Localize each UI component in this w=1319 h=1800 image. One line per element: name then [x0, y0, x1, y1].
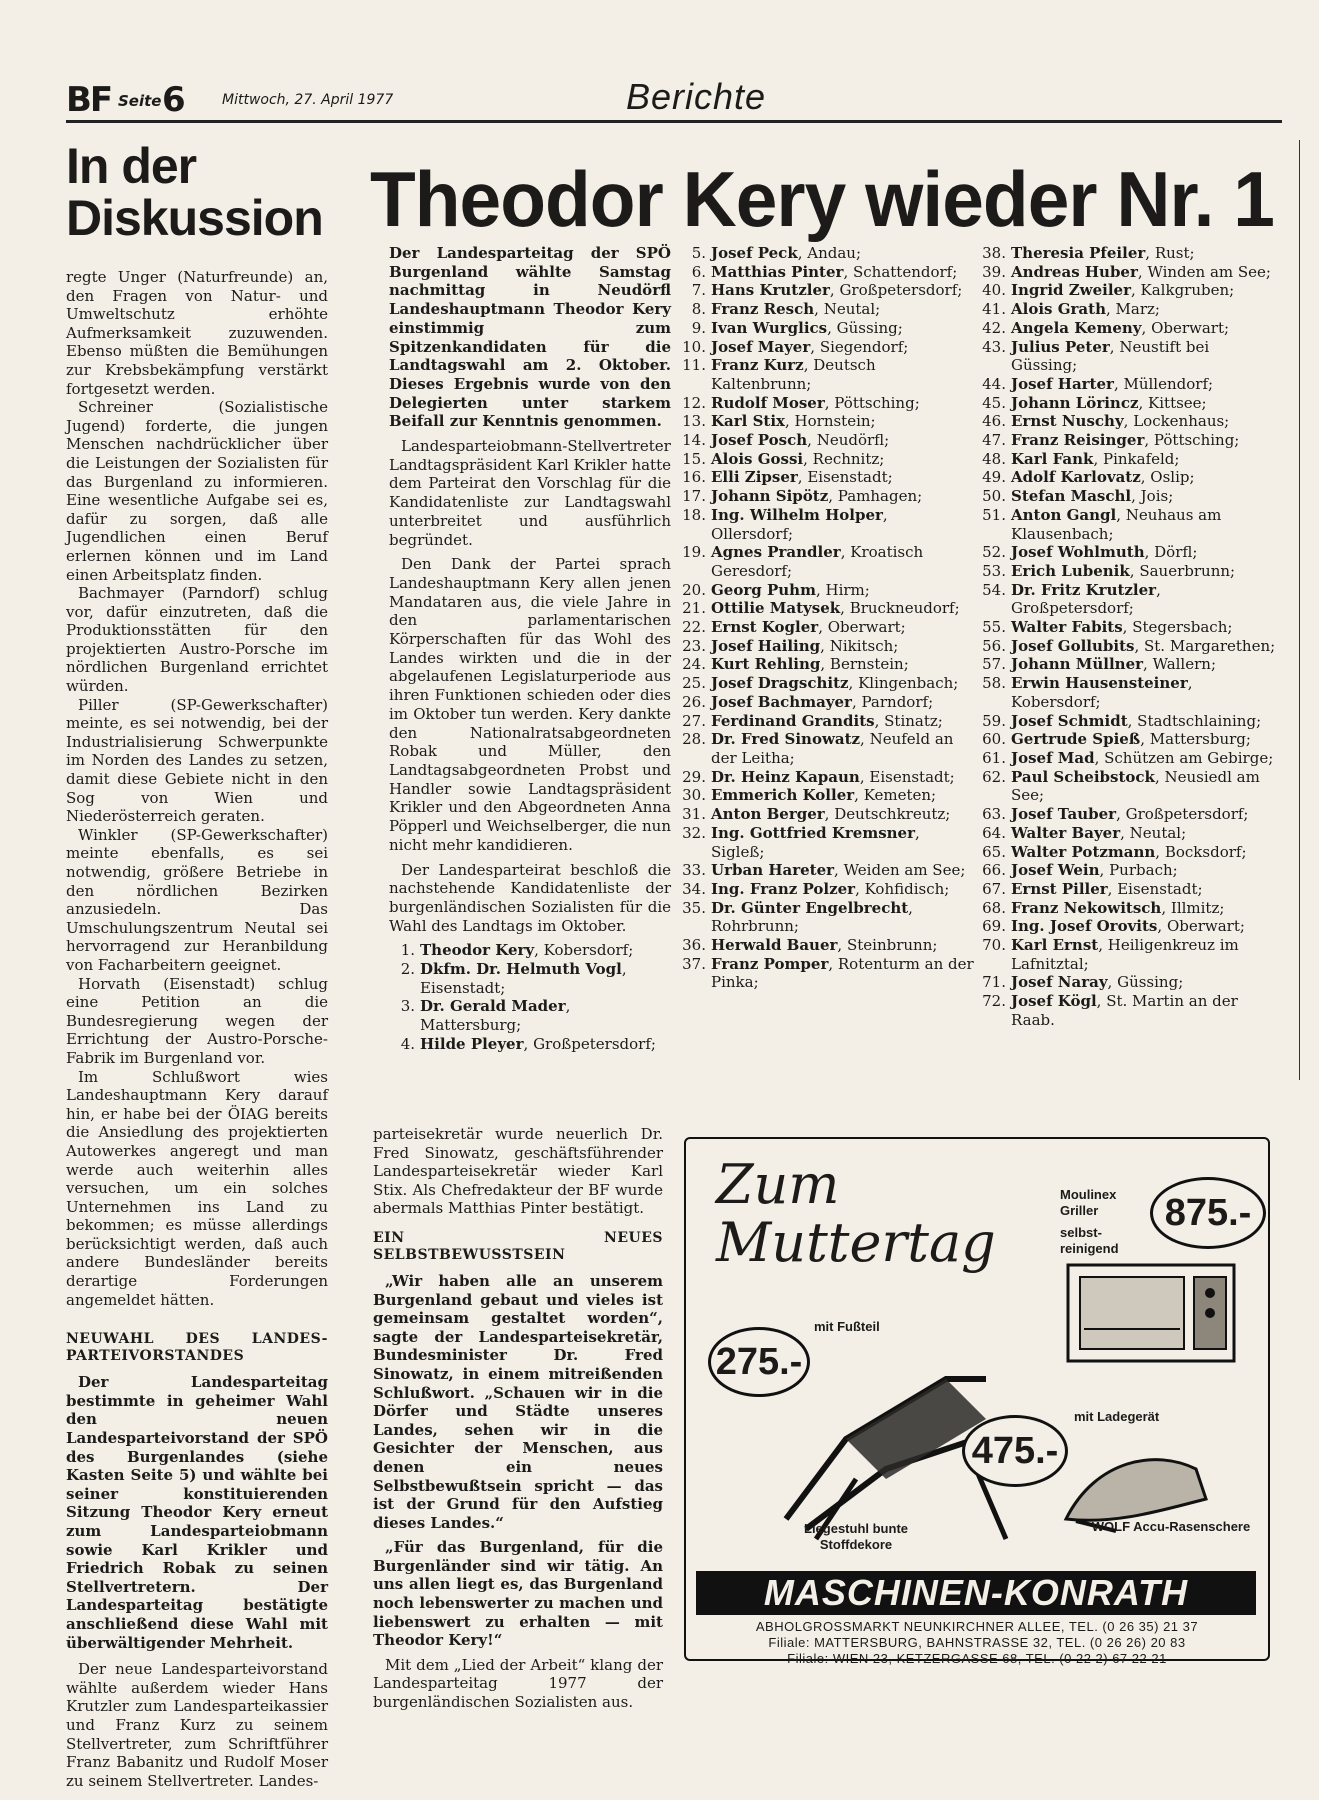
candidate-list-1 — [389, 941, 671, 1053]
candidate-item: 31. Anton Berger, Deutschkreutz; — [682, 805, 951, 824]
candidate-item: 15. Alois Gossi, Rechnitz; — [682, 449, 885, 468]
candidate-item: 37. Franz Pomper, Rotenturm an der Pinka; — [682, 954, 974, 992]
candidate-item: 67. Ernst Piller, Eisenstadt; — [982, 879, 1203, 898]
candidate-item: 20. Georg Puhm, Hirm; — [682, 580, 870, 599]
paragraph: Schreiner (Sozialistische Jugend) forderte, die jungen Menschen nachdrücklicher über die Leistungen der Sozialisten für das Burgenland zu informieren. Eine wesentliche Aufgabe sei es, dafür zu sorgen, daß alle Jugendlichen einen Beruf erlernen können und im Land einen Arbeitsplatz finden. — [66, 398, 328, 584]
ad-address-3: Filiale: WIEN 23, KETZERGASSE 68, TEL. (0 22 2) 67 22 21 — [787, 1651, 1167, 1666]
candidate-item: 34. Ing. Franz Polzer, Kohfidisch; — [682, 879, 950, 898]
candidate-item: 41. Alois Grath, Marz; — [982, 300, 1160, 319]
candidate-item: 72. Josef Kögl, St. Martin an der Raab. — [982, 992, 1238, 1029]
candidate-list-2 — [680, 244, 974, 992]
ad-brand-banner: MASCHINEN-KONRATH — [696, 1571, 1256, 1615]
ad-product-rasenschere: WOLF Accu-Rasenschere — [1091, 1519, 1251, 1534]
price-badge-griller: 875.- — [1150, 1177, 1266, 1249]
candidate-item: 69. Ing. Josef Orovits, Oberwart; — [982, 917, 1245, 936]
page-label: Seite — [118, 92, 162, 110]
candidate-item: 24. Kurt Rehling, Bernstein; — [682, 655, 909, 674]
column-rule — [1299, 140, 1300, 1080]
paragraph: Im Schlußwort wies Landeshauptmann Kery darauf hin, er habe bei der ÖIAG bereits die Ansiedlung des projektierten Autowerkes angeregt und man werde auch weiterhin alles versuchen, um ein solches Unternehmen ins Land zu bekommen; es müsse allerdings berücksichtigt werden, daß auch andere Bundesländer bereits derartige Forderungen angemeldet hätten. — [66, 1067, 328, 1309]
bold-quote: „Für das Burgenland, für die Burgenländer sind wir tätig. An uns allen liegt es, das Burgenland noch lebenswerter zu machen und liebenswert zu erhalten — mit Theodor Kery!“ — [373, 1538, 663, 1650]
page-number: 6 — [162, 80, 186, 120]
candidate-item: 26. Josef Bachmayer, Parndorf; — [682, 692, 934, 711]
candidate-item: 65. Walter Potzmann, Bocksdorf; — [982, 842, 1247, 861]
candidate-item: 43. Julius Peter, Neustift bei Güssing; — [982, 337, 1210, 375]
main-article-intro — [389, 244, 671, 1054]
candidate-item: 59. Josef Schmidt, Stadtschlaining; — [982, 711, 1262, 730]
candidate-item: 44. Josef Harter, Müllendorf; — [982, 374, 1214, 393]
candidate-item: 8. Franz Resch, Neutal; — [691, 300, 881, 319]
candidate-item: 13. Karl Stix, Hornstein; — [682, 412, 876, 431]
masthead-rule — [66, 120, 1282, 123]
candidate-item: 52. Josef Wohlmuth, Dörfl; — [982, 543, 1198, 562]
subhead-neuwahl: NEUWAHL DES LANDES-PARTEIVORSTANDES — [66, 1331, 328, 1365]
subhead-selbstbewusstsein: EIN NEUES SELBSTBEWUSSTSEIN — [373, 1229, 663, 1263]
paragraph: parteisekretär wurde neuerlich Dr. Fred Sinowatz, geschäftsführender Landesparteisekretär wieder Karl Stix. Als Chefredakteur der BF wurde abermals Matthias Pinter bestätigt. — [373, 1125, 663, 1218]
candidate-item: 63. Josef Tauber, Großpetersdorf; — [982, 805, 1249, 824]
candidate-item: 32. Ing. Gottfried Kremsner, Sigleß; — [682, 823, 920, 861]
ad-label-fussteil: mit Fußteil — [814, 1319, 880, 1334]
candidate-item: 35. Dr. Günter Engelbrecht, Rohrbrunn; — [682, 898, 913, 936]
candidate-item: 38. Theresia Pfeiler, Rust; — [982, 244, 1195, 262]
ad-product-liegestuhl: Liegestuhl bunte Stoffdekore — [804, 1521, 908, 1552]
paragraph: Landesparteiobmann-Stellvertreter Landtagspräsident Karl Krikler hatte dem Parteirat den Vorschlag für die Kandidatenliste zur Landtagswahl unterbreitet und ausführlich begründet. — [389, 437, 671, 549]
left-headline: In der Diskussion — [66, 138, 323, 246]
candidate-item: 29. Dr. Heinz Kapaun, Eisenstadt; — [682, 767, 955, 786]
candidate-item: 40. Ingrid Zweiler, Kalkgruben; — [982, 281, 1235, 300]
paragraph: Piller (SP-Gewerkschafter) meinte, es sei notwendig, bei der Industrialisierung Schwerpunkte im Norden des Landes zu setzen, damit diese Gebiete nicht in den Sog von Wien und Niederösterreich geraten. — [66, 695, 328, 826]
candidate-item: 47. Franz Reisinger, Pöttsching; — [982, 431, 1240, 450]
candidate-item: 21. Ottilie Matysek, Bruckneudorf; — [682, 599, 960, 618]
paragraph: Bachmayer (Parndorf) schlug vor, dafür einzutreten, daß die Produktionsstätten für den projektierten Austro-Porsche im nördlichen Burgenland errichtet würden. — [66, 584, 328, 696]
paragraph: Mit dem „Lied der Arbeit“ klang der Landesparteitag 1977 der burgenländischen Sozialisten aus. — [373, 1655, 663, 1712]
ad-address-2: Filiale: MATTERSBURG, BAHNSTRASSE 32, TEL. (0 26 26) 20 83 — [768, 1635, 1186, 1650]
candidate-item: 60. Gertrude Spieß, Mattersburg; — [982, 730, 1251, 749]
candidate-item: 56. Josef Gollubits, St. Margarethen; — [982, 636, 1276, 655]
candidate-item: 51. Anton Gangl, Neuhaus am Klausenbach; — [982, 505, 1222, 543]
candidate-item: 61. Josef Mad, Schützen am Gebirge; — [982, 748, 1274, 767]
candidate-item: 11. Franz Kurz, Deutsch Kaltenbrunn; — [682, 356, 876, 393]
candidate-item: 10. Josef Mayer, Siegendorf; — [682, 337, 909, 356]
candidate-item: 48. Karl Fank, Pinkafeld; — [982, 449, 1180, 468]
candidate-item: 12. Rudolf Moser, Pöttsching; — [682, 393, 920, 412]
masthead — [66, 76, 1282, 120]
candidate-item: 50. Stefan Maschl, Jois; — [982, 487, 1174, 506]
candidate-item: 54. Dr. Fritz Krutzler, Großpetersdorf; — [982, 580, 1161, 618]
candidate-item: 7. Hans Krutzler, Großpetersdorf; — [691, 281, 963, 300]
candidate-item: 70. Karl Ernst, Heiligenkreuz im Lafnitztal; — [982, 936, 1239, 973]
candidate-item: 66. Josef Wein, Purbach; — [982, 861, 1178, 880]
candidate-item: 5. Josef Peck, Andau; — [691, 244, 862, 262]
ad-label-ladegeraet: mit Ladegerät — [1074, 1409, 1160, 1424]
paragraph: Den Dank der Partei sprach Landeshauptmann Kery allen jenen Mandataren aus, die viele Jahre in den parlamentarischen Körperschaften für das Wohl des Landes wirkten und die in der abgelaufenen Legislaturperiode aus ihren Funktionen schieden oder dies im Oktober tun werden. Kery dankte den Nationalratsabgeordneten Robak und Müller, den Landtagsabgeordneten Probst und Handler sowie Landtagspräsident Krikler und den Abgeordneten Anna Pöpperl und Weichselberger, die nun nicht mehr kandidieren. — [389, 555, 671, 854]
advertisement — [684, 1137, 1270, 1666]
lead-paragraph: Der Landesparteitag der SPÖ Burgenland wählte Samstag nachmittag in Neudörfl Landeshauptmann Theodor Kery einstimmig zum Spitzenkandidaten für die Landtagswahl am 2. Oktober. Dieses Ergebnis wurde von den Delegierten unter starkem Beifall zur Kenntnis genommen. — [389, 244, 671, 431]
candidate-item: 28. Dr. Fred Sinowatz, Neufeld an der Leitha; — [682, 730, 954, 767]
ad-product-griller-sub: selbst-reinigend — [1060, 1225, 1119, 1256]
candidate-item: 23. Josef Hailing, Nikitsch; — [682, 636, 899, 655]
candidate-item: 53. Erich Lubenik, Sauerbrunn; — [982, 561, 1236, 580]
candidate-item: 33. Urban Hareter, Weiden am See; — [682, 861, 966, 880]
ad-product-griller: Moulinex Griller — [1060, 1187, 1117, 1218]
candidate-item: 30. Emmerich Koller, Kemeten; — [682, 786, 937, 805]
candidate-item: 49. Adolf Karlovatz, Oslip; — [982, 468, 1195, 487]
section-title: Berichte — [626, 76, 767, 117]
candidate-item: 68. Franz Nekowitsch, Illmitz; — [982, 898, 1225, 917]
paragraph: Der Landesparteirat beschloß die nachstehende Kandidatenliste der burgenländischen Sozialisten für die Wahl des Landtags im Oktober. — [389, 860, 671, 935]
price-badge-liegestuhl: 275.- — [708, 1327, 810, 1397]
ad-title-zum: Zum — [716, 1153, 840, 1216]
candidate-item: 58. Erwin Hausensteiner, Kobersdorf; — [982, 674, 1193, 711]
candidate-list-3 — [980, 244, 1276, 1030]
candidate-item: 17. Johann Sipötz, Pamhagen; — [682, 487, 923, 506]
candidate-item: 71. Josef Naray, Güssing; — [982, 973, 1184, 992]
paragraph: Der neue Landesparteivorstand wählte außerdem wieder Hans Krutzler zum Landesparteikassier und Franz Kurz zu seinem Stellvertreter, zum Schriftführer Franz Babanitz und Rudolf Moser zu seinem Stellvertreter. Landes- — [66, 1660, 328, 1790]
candidate-item: 2. Dkfm. Dr. Helmuth Vogl, Eisenstadt; — [400, 960, 627, 997]
left-article-body — [66, 268, 328, 1790]
newspaper-logo: BF — [66, 80, 112, 120]
candidate-item: 62. Paul Scheibstock, Neusiedl am See; — [982, 767, 1260, 805]
candidate-item: 45. Johann Lörincz, Kittsee; — [982, 393, 1207, 412]
paragraph: regte Unger (Naturfreunde) an, den Fragen von Natur- und Umweltschutz erhöhte Aufmerksamkeit zuzuwenden. Ebenso müßten die Bemühungen zur Krebsbekämpfung verstärkt fortgesetzt werden. — [66, 268, 328, 398]
bold-paragraph: Der Landesparteitag bestimmte in geheimer Wahl den neuen Landesparteivorstand der SPÖ des Burgenlandes (siehe Kasten Seite 5) und wählte bei seiner konstituierenden Sitzung Theodor Kery erneut zum Landesparteiobmann sowie Karl Krikler und Friedrich Robak zu seinen Stellvertretern. Der Landesparteitag bestätigte anschließend diese Wahl mit überwältigender Mehrheit. — [66, 1373, 328, 1652]
candidate-item: 19. Agnes Prandler, Kroatisch Geresdorf; — [682, 543, 924, 580]
candidate-item: 57. Johann Müllner, Wallern; — [982, 655, 1216, 674]
candidate-item: 4. Hilde Pleyer, Großpetersdorf; — [400, 1034, 656, 1053]
paragraph: Winkler (SP-Gewerkschafter) meinte ebenfalls, es sei notwendig, größere Betriebe in den nördlichen Bezirken anzusiedeln. Das Umschulungszentrum Neutal sei hervorragend zur Heranbildung von Facharbeitern geeignet. — [66, 825, 328, 974]
candidate-item: 1. Theodor Kery, Kobersdorf; — [400, 941, 634, 960]
candidate-item: 46. Ernst Nuschy, Lockenhaus; — [982, 412, 1230, 431]
candidate-item: 3. Dr. Gerald Mader, Mattersburg; — [400, 997, 571, 1035]
candidate-item: 42. Angela Kemeny, Oberwart; — [982, 318, 1230, 337]
main-article-continuation — [373, 1125, 663, 1712]
ad-title-muttertag: Muttertag — [716, 1211, 996, 1274]
candidate-item: 18. Ing. Wilhelm Holper, Ollersdorf; — [682, 505, 888, 543]
candidate-item: 55. Walter Fabits, Stegersbach; — [982, 618, 1233, 637]
ad-address-1: ABHOLGROSSMARKT NEUNKIRCHNER ALLEE, TEL. (0 26 35) 21 37 — [755, 1619, 1199, 1634]
candidate-item: 9. Ivan Wurglics, Güssing; — [691, 318, 903, 337]
candidate-item: 36. Herwald Bauer, Steinbrunn; — [682, 936, 938, 955]
candidate-item: 27. Ferdinand Grandits, Stinatz; — [682, 711, 943, 730]
candidate-item: 39. Andreas Huber, Winden am See; — [982, 262, 1271, 281]
price-badge-rasenschere: 475.- — [962, 1415, 1068, 1487]
candidate-item: 25. Josef Dragschitz, Klingenbach; — [682, 674, 959, 693]
candidate-item: 6. Matthias Pinter, Schattendorf; — [691, 262, 958, 281]
bold-quote: „Wir haben alle an unserem Burgenland gebaut und vieles ist gemeinsam gestaltet worden“, sagte der Landesparteisekretär, Bundesminister Dr. Fred Sinowatz, in einem mitreißenden Schlußwort. „Schauen wir in die Dörfer und Städte unseres Landes, sehen wir in die Gesichter der Menschen, aus denen ein neues Selbstbewußtsein spricht — das ist der Grund für den Aufstieg dieses Landes.“ — [373, 1271, 663, 1532]
griller-illustration — [1064, 1259, 1240, 1369]
candidate-item: 14. Josef Posch, Neudörfl; — [682, 431, 890, 450]
candidate-item: 64. Walter Bayer, Neutal; — [982, 823, 1187, 842]
paragraph: Horvath (Eisenstadt) schlug eine Petition an die Bundesregierung wegen der Errichtung der Austro-Porsche-Fabrik im Burgenland vor. — [66, 974, 328, 1067]
candidate-item: 22. Ernst Kogler, Oberwart; — [682, 618, 906, 637]
issue-date: Mittwoch, 27. April 1977 — [222, 92, 394, 108]
main-headline: Theodor Kery wieder Nr. 1 — [370, 155, 1274, 243]
candidate-item: 16. Elli Zipser, Eisenstadt; — [682, 468, 893, 487]
